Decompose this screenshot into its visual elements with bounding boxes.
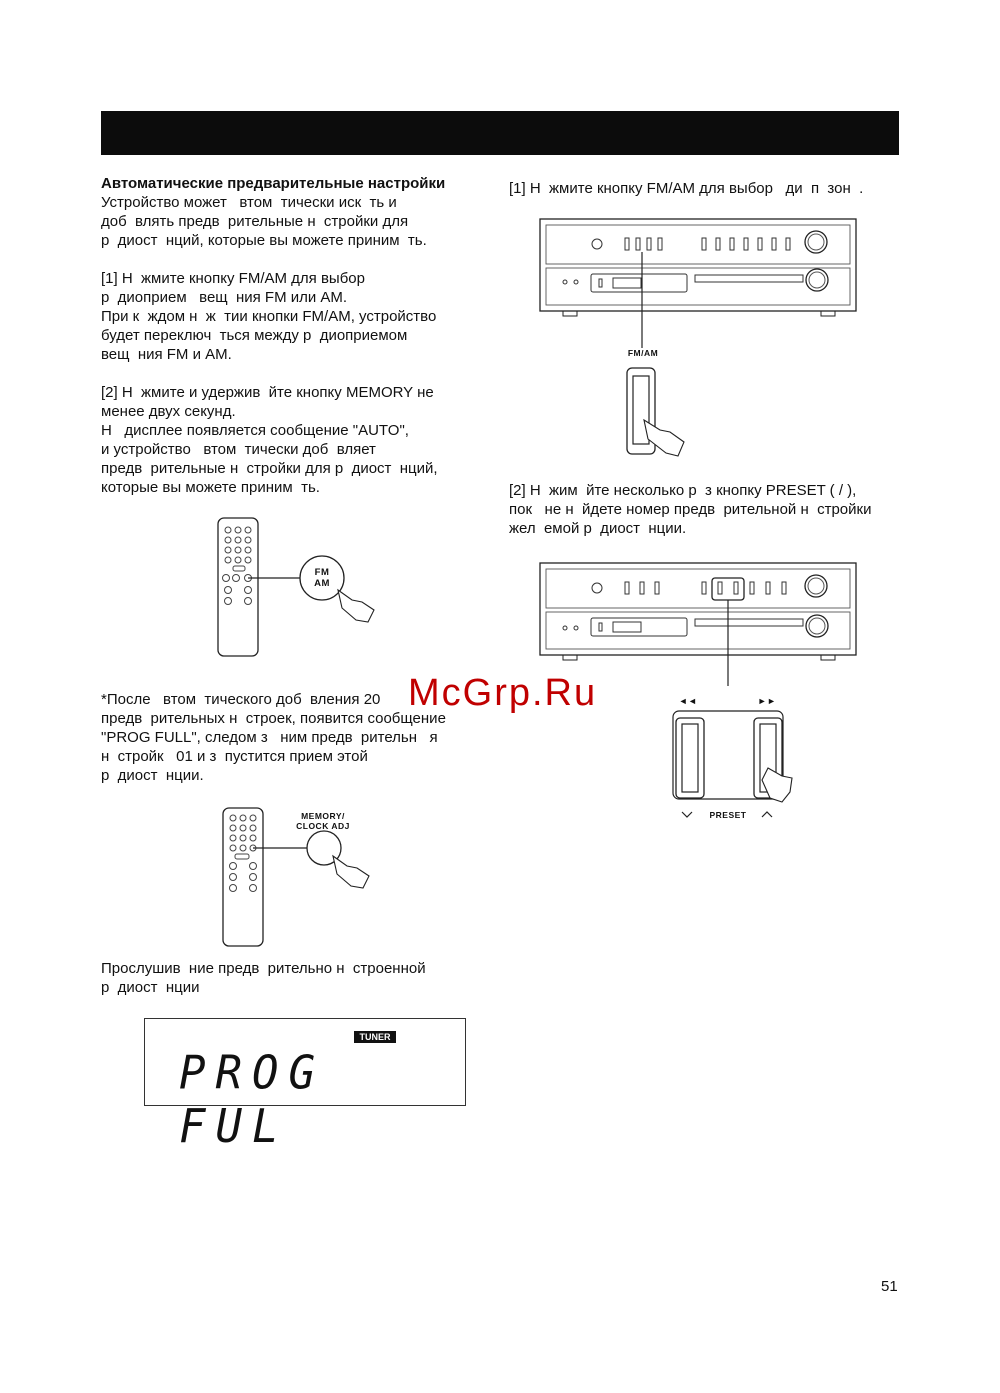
note-line: н стройк 01 и з пустится прием этой <box>101 748 368 765</box>
note-line: "PROG FULL", следом з ним предв рительн я <box>101 729 438 746</box>
note-line: предв рительных н строек, появится сообщение <box>101 710 446 727</box>
stereo-device-illustration <box>539 218 859 358</box>
lcd-text: PROG FUL <box>179 1046 325 1154</box>
preset-buttons-illustration <box>672 710 792 825</box>
note-line: р диост нции. <box>101 767 204 784</box>
right-step2-line: жел емой р диост нции. <box>509 520 687 537</box>
intro-line: доб влять предв рительные н стройки для <box>101 213 409 230</box>
step1-line: вещ ния FM и AM. <box>101 346 232 363</box>
right-step2-line: [2] Н жим йте несколько р з кнопку PRESET ( / ), <box>509 482 857 499</box>
step2-line: и устройство втом тически доб вляет <box>101 441 376 458</box>
note-line: *После втом тического доб вления 20 <box>101 691 381 708</box>
fm-am-label: FM/AM <box>627 348 659 358</box>
section-heading: Автоматические предварительные настройки <box>101 175 446 192</box>
step2-line: которые вы можете приним ть. <box>101 479 320 496</box>
fm-am-button-label: FM AM <box>314 567 330 589</box>
step1-line: р диоприем вещ ния FM или AM. <box>101 289 348 306</box>
step2-line: менее двух секунд. <box>101 403 236 420</box>
intro-line: р диост нций, которые вы можете приним ть. <box>101 232 427 249</box>
step2-line: предв рительные н стройки для р диост нций, <box>101 460 438 477</box>
listen-line: р диост нции <box>101 979 200 996</box>
lcd-display <box>144 1018 466 1154</box>
right-step2-line: пок не н йдете номер предв рительной н стройки <box>509 501 872 518</box>
fm-am-button-press-illustration <box>624 365 704 460</box>
step2-line: Н дисплее появляется сообщение "AUTO", <box>101 422 409 439</box>
listen-line: Прослушив ние предв рительно н строенной <box>101 960 426 977</box>
tuner-indicator: TUNER <box>354 1031 396 1043</box>
step1-line: будет переключ ться между р диоприемом <box>101 327 408 344</box>
intro-line: Устройство может втом тически иск ть и <box>101 194 397 211</box>
step1-line: [1] Н жмите кнопку FM/AM для выбор <box>101 270 365 287</box>
step1-line: При к ждом н ж тии кнопки FM/AM, устройство <box>101 308 437 325</box>
fast-forward-label: ►► <box>757 696 777 706</box>
watermark: McGrp.Ru <box>408 672 598 714</box>
header-bar <box>101 111 899 155</box>
page-number: 51 <box>881 1278 898 1295</box>
rewind-label: ◄◄ <box>678 696 698 706</box>
step2-line: [2] Н жмите и удержив йте кнопку MEMORY не <box>101 384 434 401</box>
memory-clock-adj-label: MEMORY/ CLOCK ADJ <box>296 811 350 831</box>
remote-fm-am-illustration <box>200 510 390 660</box>
right-step1-line: [1] Н жмите кнопку FM/AM для выбор ди п зон . <box>509 180 864 197</box>
preset-label: PRESET <box>709 810 747 820</box>
